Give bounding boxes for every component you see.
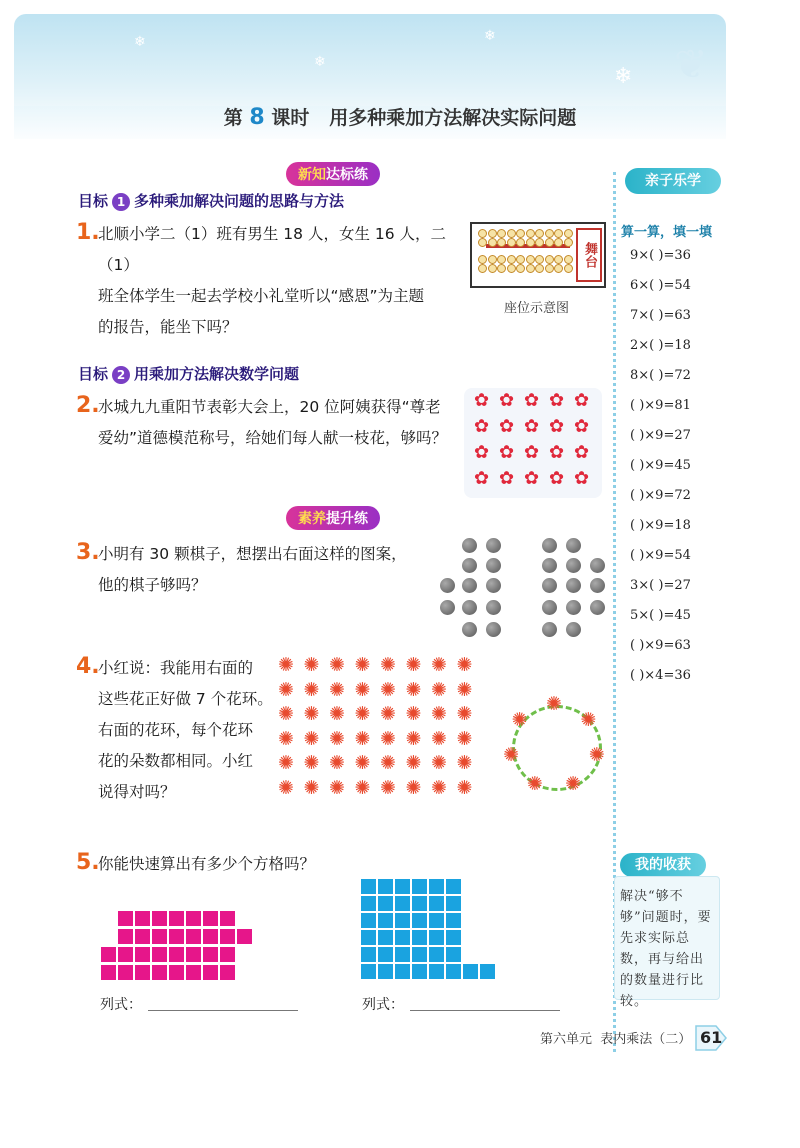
wreath-flower-icon: ✺ <box>546 693 562 715</box>
flower-icon: ✺ <box>431 654 447 676</box>
blue-grid-cell <box>377 912 394 929</box>
flower-icon: ✺ <box>354 703 371 725</box>
chess-stone <box>542 578 557 593</box>
pink-grid-cell <box>185 946 202 963</box>
seat-dot <box>545 238 554 247</box>
question-1-text: 北顺小学二（1）班有男生 18 人，女生 16 人，二（1） 班全体学生一起去学校小礼堂听以“感恩”为主题 的报告，能坐下吗？ <box>98 225 447 336</box>
flower-icon: ✺ <box>405 654 422 676</box>
pink-grid-cell <box>134 946 151 963</box>
chess-stones-figure <box>430 530 610 642</box>
seat-dot <box>497 255 506 264</box>
blue-grid-cell <box>411 946 428 963</box>
chess-stone <box>462 622 477 637</box>
flower-icon: ✺ <box>456 703 473 725</box>
section-tag-literacy: 素养提升练 <box>286 506 380 530</box>
pink-grid-cell <box>236 928 253 945</box>
blue-grid-cell <box>428 946 445 963</box>
swan-decoration-icon: ❦ <box>674 42 708 88</box>
pink-grid-cell <box>100 946 117 963</box>
seat-dot <box>545 229 554 238</box>
rose-icon: ✿ <box>474 468 490 489</box>
pink-grid-cell <box>134 964 151 981</box>
seat-dot <box>526 238 535 247</box>
rose-icon: ✿ <box>474 442 490 463</box>
flower-icon: ✺ <box>354 776 371 799</box>
pink-grid-cell <box>100 964 117 981</box>
chess-stone <box>440 600 455 615</box>
snowflake-icon: ❄ <box>484 28 496 44</box>
seat-dot <box>526 264 535 273</box>
flower-icon: ✺ <box>380 727 396 750</box>
rose-icon: ✿ <box>549 416 565 437</box>
chess-stone <box>590 558 605 573</box>
chess-stone <box>566 600 581 615</box>
seat-dot <box>545 264 554 273</box>
rose-icon: ✿ <box>524 416 540 437</box>
answer-line-right[interactable] <box>410 1010 560 1011</box>
flower-icon: ✺ <box>329 703 345 725</box>
rose-icon: ✿ <box>549 468 565 489</box>
flowers-grid <box>278 654 488 804</box>
blue-grid-cell <box>377 929 394 946</box>
blue-grid-cell <box>377 946 394 963</box>
blue-grid-cell <box>377 895 394 912</box>
seat-dot <box>516 238 525 247</box>
blue-grid-cell <box>360 895 377 912</box>
pink-grid-cell <box>117 910 134 927</box>
rose-icon: ✿ <box>524 390 540 411</box>
blue-grid-cell <box>360 929 377 946</box>
blue-grid-cell <box>394 895 411 912</box>
blue-grid-cell <box>445 912 462 929</box>
chess-stone <box>486 578 501 593</box>
flower-icon: ✺ <box>380 654 396 676</box>
flower-icon: ✺ <box>278 727 294 750</box>
rose-icon: ✿ <box>474 416 490 437</box>
chess-stone <box>542 558 557 573</box>
flower-icon: ✺ <box>303 776 320 799</box>
page-number: 61 <box>698 1025 726 1051</box>
seat-dot <box>535 238 544 247</box>
seat-dot <box>507 229 516 238</box>
question-number: 2. <box>76 393 100 418</box>
seat-dot <box>478 264 487 273</box>
sidebar-equation[interactable]: ( )×9=27 <box>630 428 691 443</box>
rose-icon: ✿ <box>499 442 515 463</box>
harvest-tag: 我的收获 <box>620 853 706 877</box>
flower-icon: ✺ <box>431 776 447 799</box>
rose-icon: ✿ <box>524 468 540 489</box>
flower-icon: ✺ <box>278 654 294 676</box>
rose-icon: ✿ <box>549 442 565 463</box>
sidebar-equation[interactable]: 6×( )=54 <box>630 278 691 293</box>
sidebar-equation[interactable]: ( )×9=54 <box>630 548 691 563</box>
question-5-text: 你能快速算出有多少个方格吗？ <box>98 855 316 873</box>
question-4-text: 小红说：我能用右面的 这些花正好做 7 个花环。 右面的花环，每个花环 花的朵数都相同。小红 说得对吗？ <box>98 659 273 801</box>
sidebar-equation[interactable]: 7×( )=63 <box>630 308 691 323</box>
chess-stone <box>542 538 557 553</box>
flower-icon: ✺ <box>431 703 447 725</box>
flower-icon: ✺ <box>329 752 345 774</box>
flower-icon: ✺ <box>405 752 422 774</box>
question-number: 5. <box>76 850 100 875</box>
blue-grid-cell <box>394 929 411 946</box>
flower-icon: ✺ <box>329 727 345 750</box>
pink-grid-cell <box>151 946 168 963</box>
flower-icon: ✺ <box>354 654 371 676</box>
sidebar-equation[interactable]: ( )×9=18 <box>630 518 691 533</box>
blue-grid-cell <box>377 878 394 895</box>
section-tag-new-knowledge: 新知达标练 <box>286 162 380 186</box>
chess-stone <box>590 578 605 593</box>
pink-grid-cell <box>168 964 185 981</box>
sidebar-equation[interactable]: ( )×9=63 <box>630 638 691 653</box>
seat-dot <box>526 255 535 264</box>
flower-icon: ✺ <box>354 727 371 750</box>
seat-dot <box>497 229 506 238</box>
blue-grid-cell <box>394 946 411 963</box>
pink-grid-cell <box>168 928 185 945</box>
pink-grid-cell <box>117 928 134 945</box>
chess-stone <box>566 622 581 637</box>
chess-stone <box>486 622 501 637</box>
seat-dot <box>516 229 525 238</box>
seat-dot <box>564 264 573 273</box>
seat-dot <box>535 264 544 273</box>
flower-icon: ✺ <box>329 678 345 701</box>
roses-picture <box>464 388 602 498</box>
blue-grid-cell <box>445 895 462 912</box>
flower-icon: ✺ <box>303 654 320 676</box>
flower-icon: ✺ <box>380 678 396 701</box>
rose-icon: ✿ <box>474 390 490 411</box>
flower-icon: ✺ <box>456 776 473 799</box>
question-number: 4. <box>76 654 100 679</box>
wreath-flower-icon: ✺ <box>580 708 597 731</box>
seat-dot <box>535 255 544 264</box>
pink-grid-cell <box>202 946 219 963</box>
pink-grid-cell <box>168 946 185 963</box>
flower-icon: ✺ <box>456 678 473 701</box>
seat-dot <box>507 238 516 247</box>
wreath-flower-icon: ✺ <box>526 772 543 795</box>
snowflake-icon: ❄ <box>314 54 326 70</box>
pink-grid-cell <box>134 928 151 945</box>
seat-dot <box>526 229 535 238</box>
flower-icon: ✺ <box>278 752 294 774</box>
seat-dot <box>507 255 516 264</box>
chess-stone <box>486 600 501 615</box>
wreath-flower-icon: ✺ <box>588 744 605 767</box>
blue-grid-cell <box>394 912 411 929</box>
flower-icon: ✺ <box>456 752 473 774</box>
blue-grid-cell <box>428 929 445 946</box>
chess-stone <box>462 538 477 553</box>
seat-dot <box>488 264 497 273</box>
goal-2: 目标 2 用乘加方法解决数学问题 <box>78 365 300 383</box>
rose-icon: ✿ <box>574 416 590 437</box>
chess-stone <box>590 600 605 615</box>
blue-grid-cell <box>360 946 377 963</box>
wreath-flower-icon: ✺ <box>503 744 520 767</box>
seat-dot <box>516 264 525 273</box>
seat-dot <box>488 255 497 264</box>
blue-grid-cell <box>411 895 428 912</box>
seat-dot <box>545 255 554 264</box>
pink-grid-cell <box>219 964 236 981</box>
blue-grid-cell <box>360 878 377 895</box>
seat-dot <box>564 238 573 247</box>
chess-stone <box>542 600 557 615</box>
pink-grid-cell <box>117 964 134 981</box>
seat-dot <box>554 255 563 264</box>
flower-icon: ✺ <box>278 776 294 799</box>
flower-icon: ✺ <box>329 776 345 799</box>
flower-icon: ✺ <box>278 703 294 725</box>
chess-stone <box>462 600 477 615</box>
seat-dot <box>535 229 544 238</box>
flower-icon: ✺ <box>405 678 422 701</box>
rose-icon: ✿ <box>574 390 590 411</box>
blue-grid-cell <box>377 963 394 980</box>
pink-grid-cell <box>168 910 185 927</box>
blue-grid-cell <box>428 895 445 912</box>
harvest-text: 解决“够不够”问题时，要先求实际总数，再与给出的数量进行比较。 <box>620 889 712 1009</box>
seat-dot <box>497 238 506 247</box>
flower-icon: ✺ <box>380 703 396 725</box>
question-3-text: 小明有 30 颗棋子，想摆出右面这样的图案， 他的棋子够吗？ <box>98 545 407 594</box>
figure-caption: 座位示意图 <box>504 301 570 316</box>
sidebar-tag: 亲子乐学 <box>625 168 721 194</box>
seat-dot <box>564 255 573 264</box>
goal-1: 目标 1 多种乘加解决问题的思路与方法 <box>78 192 345 210</box>
pink-grid-cell <box>151 964 168 981</box>
question-number: 3. <box>76 540 100 565</box>
chess-stone <box>440 578 455 593</box>
flower-icon: ✺ <box>431 752 447 774</box>
blue-grid-cell <box>360 963 377 980</box>
rose-icon: ✿ <box>574 468 590 489</box>
blue-grid-cell <box>360 912 377 929</box>
flower-wreath <box>502 695 610 799</box>
rose-icon: ✿ <box>524 442 540 463</box>
blue-grid-cell <box>411 912 428 929</box>
flower-icon: ✺ <box>354 752 371 774</box>
flower-icon: ✺ <box>380 776 396 799</box>
blue-grid-cell <box>428 963 445 980</box>
question-number: 1. <box>76 220 100 245</box>
flower-icon: ✺ <box>380 752 396 774</box>
pink-grid-cell <box>117 946 134 963</box>
pink-grid-cell <box>185 928 202 945</box>
blue-grid-cell <box>411 878 428 895</box>
sidebar-equation[interactable]: ( )×9=81 <box>630 398 691 413</box>
flower-icon: ✺ <box>354 678 371 701</box>
flower-icon: ✺ <box>431 727 447 750</box>
seat-dot <box>554 264 563 273</box>
flower-icon: ✺ <box>303 727 320 750</box>
flower-icon: ✺ <box>456 727 473 750</box>
flower-icon: ✺ <box>405 727 422 750</box>
lesson-title: 第 8 课时 用多种乘加方法解决实际问题 <box>223 105 577 130</box>
sidebar-equation[interactable]: 9×( )=36 <box>630 248 691 263</box>
pink-grid-cell <box>134 910 151 927</box>
seat-dot <box>478 238 487 247</box>
chess-stone <box>566 578 581 593</box>
sidebar-equation[interactable]: ( )×9=72 <box>630 488 691 503</box>
flower-icon: ✺ <box>431 678 447 701</box>
blue-grid-cell <box>445 963 462 980</box>
blue-grid-cell <box>411 963 428 980</box>
blue-grid-cell <box>479 963 496 980</box>
seat-dot <box>516 255 525 264</box>
sidebar-equation[interactable]: 8×( )=72 <box>630 368 691 383</box>
flower-icon: ✺ <box>303 752 320 774</box>
seat-dot <box>497 264 506 273</box>
blue-grid-cell <box>394 878 411 895</box>
sidebar-subtitle: 算一算，填一填 <box>621 225 713 240</box>
pink-grid-cell <box>202 910 219 927</box>
chess-stone <box>462 558 477 573</box>
flower-icon: ✺ <box>303 703 320 725</box>
chess-stone <box>566 558 581 573</box>
seat-dot <box>564 229 573 238</box>
flower-icon: ✺ <box>278 678 294 701</box>
pink-grid-cell <box>202 928 219 945</box>
answer-line-left[interactable] <box>148 1010 298 1011</box>
chess-stone <box>542 622 557 637</box>
pink-grid-figure <box>98 910 254 982</box>
question-2-text: 水城九九重阳节表彰大会上，20 位阿姨获得“尊老 爱幼”道德模范称号，给她们每人献一枝花，够吗？ <box>98 398 448 447</box>
stage-label: 舞台 <box>576 228 602 282</box>
blue-grid-cell <box>462 963 479 980</box>
blue-grid-cell <box>428 912 445 929</box>
blue-grid-figure <box>360 878 500 982</box>
blue-grid-cell <box>445 929 462 946</box>
sidebar-equation[interactable]: 5×( )=45 <box>630 608 691 623</box>
blue-grid-cell <box>445 946 462 963</box>
chess-stone <box>462 578 477 593</box>
formula-label-right: 列式： <box>362 997 404 1013</box>
chess-stone <box>566 538 581 553</box>
rose-icon: ✿ <box>499 468 515 489</box>
snowflake-icon: ❄ <box>134 34 146 50</box>
seat-dot <box>478 255 487 264</box>
seat-dot <box>488 238 497 247</box>
wreath-flower-icon: ✺ <box>511 708 528 731</box>
flower-icon: ✺ <box>405 703 422 725</box>
seat-dot <box>554 229 563 238</box>
wreath-flower-icon: ✺ <box>565 772 581 795</box>
seat-dot <box>478 229 487 238</box>
blue-grid-cell <box>445 878 462 895</box>
blue-grid-cell <box>394 963 411 980</box>
rose-icon: ✿ <box>574 442 590 463</box>
snowflake-icon: ❄ <box>614 64 633 89</box>
pink-grid-cell <box>219 946 236 963</box>
pink-grid-cell <box>219 910 236 927</box>
sidebar-equation[interactable]: 3×( )=27 <box>630 578 691 593</box>
chess-stone <box>486 538 501 553</box>
pink-grid-cell <box>185 910 202 927</box>
rose-icon: ✿ <box>499 390 515 411</box>
footer: 第六单元 表内乘法（二） <box>540 1032 692 1047</box>
seat-dot <box>507 264 516 273</box>
seat-dot <box>488 229 497 238</box>
sidebar-equation[interactable]: 2×( )=18 <box>630 338 691 353</box>
pink-grid-cell <box>151 928 168 945</box>
pink-grid-cell <box>151 910 168 927</box>
formula-label-left: 列式： <box>100 997 142 1013</box>
flower-icon: ✺ <box>456 654 473 676</box>
pink-grid-cell <box>185 964 202 981</box>
sidebar-equation[interactable]: ( )×9=45 <box>630 458 691 473</box>
rose-icon: ✿ <box>499 416 515 437</box>
flower-icon: ✺ <box>405 776 422 799</box>
blue-grid-cell <box>411 929 428 946</box>
blue-grid-cell <box>428 878 445 895</box>
seat-dot <box>554 238 563 247</box>
flower-icon: ✺ <box>329 654 345 676</box>
pink-grid-cell <box>219 928 236 945</box>
rose-icon: ✿ <box>549 390 565 411</box>
flower-icon: ✺ <box>303 678 320 701</box>
sidebar-equation[interactable]: ( )×4=36 <box>630 668 691 683</box>
chess-stone <box>486 558 501 573</box>
pink-grid-cell <box>202 964 219 981</box>
